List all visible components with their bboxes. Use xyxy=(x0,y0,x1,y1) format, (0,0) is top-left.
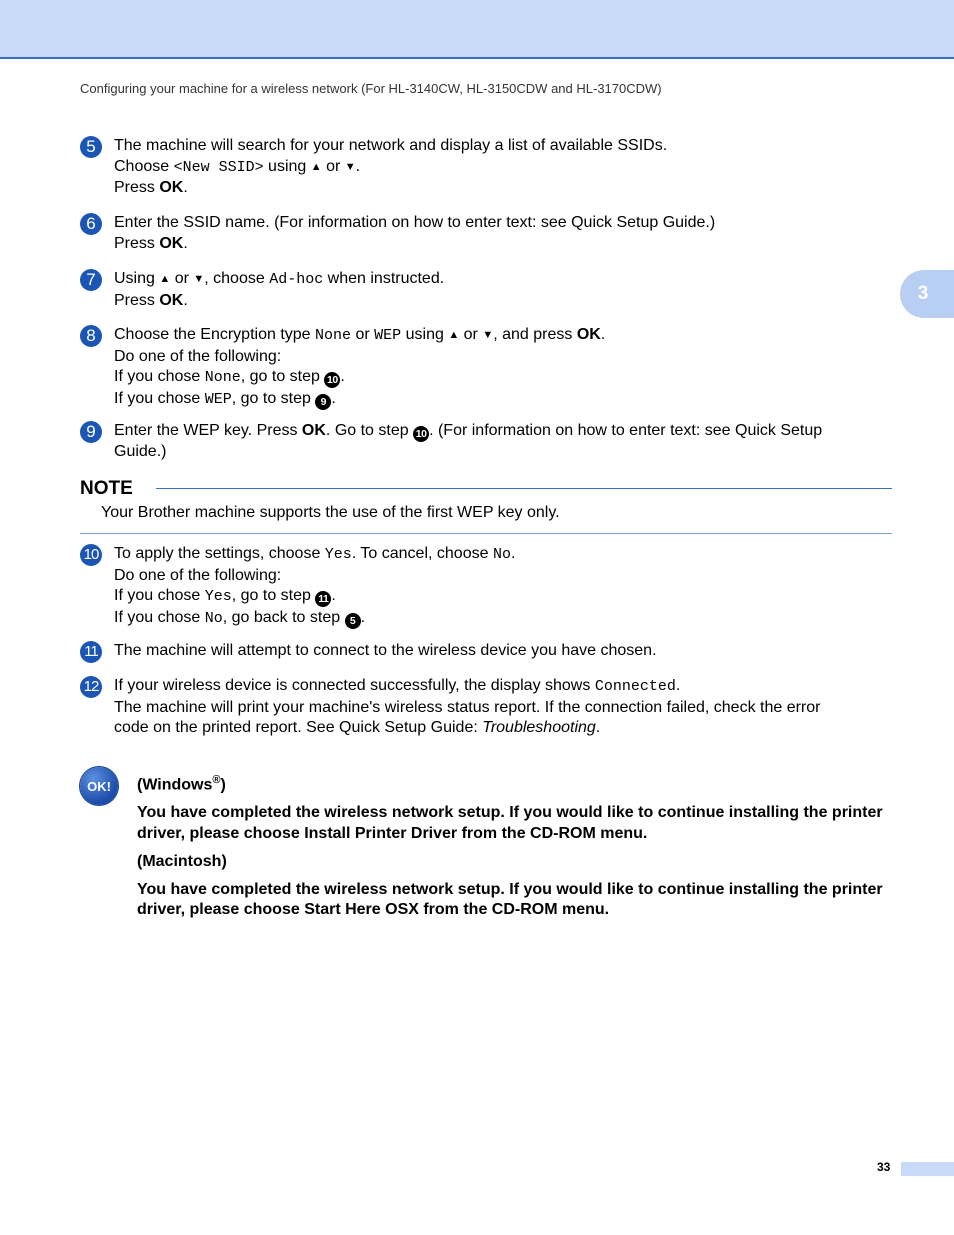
step-10-body xyxy=(114,544,890,629)
step-number-8: 8 xyxy=(80,325,102,347)
text: To apply the settings, choose xyxy=(114,545,325,562)
step-8-line-4 xyxy=(114,389,890,411)
text: . xyxy=(355,157,361,175)
chapter-tab: 3 xyxy=(900,270,954,318)
text: Press xyxy=(114,234,160,252)
step-9-line-2: Guide.) xyxy=(114,443,167,460)
text: . xyxy=(675,677,681,694)
text: . xyxy=(183,291,188,309)
key-ok: OK xyxy=(159,179,184,196)
step-5-line-2 xyxy=(114,157,890,179)
text: If you chose xyxy=(114,608,205,626)
text: Choose xyxy=(114,157,174,175)
step-9-body xyxy=(114,421,890,463)
step-11-body xyxy=(114,641,890,662)
lcd-text-no: No xyxy=(204,609,223,627)
text: , and press xyxy=(493,326,577,343)
step-7-line-2 xyxy=(114,291,890,312)
step-number-9: 9 xyxy=(80,421,102,443)
step-8-line-2: Do one of the following: xyxy=(114,347,282,365)
text: . xyxy=(340,368,345,385)
windows-text: You have completed the wireless network setup. If you would like to continue installing the printer driver, please choose Install Printer Driver from the CD-ROM menu. xyxy=(137,804,883,842)
lcd-text-new-ssid: <New SSID> xyxy=(173,158,264,176)
step-5-body xyxy=(114,136,890,199)
step-number-10: 10 xyxy=(80,544,102,566)
step-number-12: 12 xyxy=(80,676,102,698)
lcd-text-connected: Connected xyxy=(594,678,676,695)
text: , go back to step xyxy=(222,608,345,626)
key-ok: OK xyxy=(301,422,326,439)
key-ok: OK xyxy=(159,291,184,309)
step-7-line-1 xyxy=(114,269,890,291)
step-ref-10: 10 xyxy=(413,426,429,442)
step-6 xyxy=(80,213,890,254)
step-number-7: 7 xyxy=(80,269,102,291)
text: or xyxy=(170,270,194,287)
text: . xyxy=(183,234,188,252)
step-7-body xyxy=(114,269,890,311)
step-12-line-1 xyxy=(114,676,890,698)
macintosh-text: You have completed the wireless network setup. If you would like to continue installing the printer driver, please choose Start Here OSX from the CD-ROM menu. xyxy=(137,880,883,919)
text: If your wireless device is connected successfully, the display shows xyxy=(114,677,595,694)
ok-badge-icon: OK! xyxy=(80,767,118,805)
text: If you chose xyxy=(114,368,205,385)
lcd-text-none: None xyxy=(315,327,352,344)
text: , go to step xyxy=(231,587,316,604)
registered-mark: ® xyxy=(212,774,221,786)
lcd-text-none: None xyxy=(204,369,241,386)
step-8-body xyxy=(114,325,890,410)
text: or xyxy=(321,157,345,175)
step-8-line-3 xyxy=(114,367,890,389)
step-6-body xyxy=(114,213,890,254)
text: . xyxy=(510,545,516,562)
text: . xyxy=(595,719,601,736)
key-ok: OK xyxy=(159,234,184,252)
text: , go to step xyxy=(240,368,325,385)
down-arrow-icon: ▼ xyxy=(344,160,356,173)
step-7 xyxy=(80,269,890,311)
note-rule xyxy=(156,488,892,489)
text: or xyxy=(459,326,483,343)
step-12-line-3 xyxy=(114,718,890,739)
windows-heading xyxy=(137,770,887,796)
lcd-text-ad-hoc: Ad-hoc xyxy=(269,271,324,288)
step-5-line-1: The machine will search for your network and display a list of available SSIDs. xyxy=(114,137,668,154)
text: If you chose xyxy=(114,587,205,604)
step-10-line-3 xyxy=(114,586,890,608)
text: Press xyxy=(114,291,160,309)
step-6-line-1: Enter the SSID name. (For information on how to enter text: see Quick Setup Guide.) xyxy=(114,214,716,231)
step-ref-5: 5 xyxy=(345,613,361,629)
text: Enter the WEP key. Press xyxy=(114,422,302,439)
step-9 xyxy=(80,421,890,463)
text: (Windows xyxy=(137,776,213,794)
note-title: NOTE xyxy=(80,478,133,499)
step-number-6: 6 xyxy=(80,213,102,235)
text: . xyxy=(331,389,336,407)
lcd-text-yes: Yes xyxy=(324,546,352,563)
lcd-text-wep: WEP xyxy=(374,327,402,344)
text: Using xyxy=(114,270,160,287)
footer-bar xyxy=(901,1162,954,1176)
text: . xyxy=(331,587,336,604)
note-box xyxy=(80,477,892,534)
text: using xyxy=(401,326,449,343)
text: . Go to step xyxy=(325,422,414,439)
text: . xyxy=(360,608,366,626)
page-number: 33 xyxy=(877,1160,891,1174)
up-arrow-icon: ▲ xyxy=(448,329,460,341)
step-8-line-1 xyxy=(114,325,890,347)
step-10 xyxy=(80,544,890,629)
text: ) xyxy=(220,776,226,794)
lcd-text-no: No xyxy=(492,546,511,563)
text: , choose xyxy=(204,270,270,287)
text: If you chose xyxy=(114,389,205,407)
step-11 xyxy=(80,641,890,662)
text: code on the printed report. See Quick Setup Guide: xyxy=(114,719,483,736)
troubleshooting-ref: Troubleshooting xyxy=(482,719,596,736)
running-header: Configuring your machine for a wireless network (For HL-3140CW, HL-3150CDW and HL-3170CDW) xyxy=(80,81,662,96)
step-12-line-2: The machine will print your machine's wireless status report. If the connection failed, check the error xyxy=(114,698,821,716)
step-ref-10: 10 xyxy=(324,372,340,388)
text: . (For information on how to enter text: see Quick Setup xyxy=(429,422,823,439)
step-8 xyxy=(80,325,890,410)
text: . xyxy=(183,179,188,196)
text: Press xyxy=(114,179,160,196)
step-10-line-2: Do one of the following: xyxy=(114,566,282,584)
lcd-text-yes: Yes xyxy=(204,588,232,605)
step-10-line-4 xyxy=(114,608,890,630)
text: using xyxy=(263,157,311,175)
up-arrow-icon: ▲ xyxy=(159,273,171,285)
step-5 xyxy=(80,136,890,199)
step-number-11: 11 xyxy=(80,641,102,663)
note-text: Your Brother machine supports the use of the first WEP key only. xyxy=(101,504,560,521)
up-arrow-icon: ▲ xyxy=(310,160,322,173)
text: Choose the Encryption type xyxy=(114,326,316,343)
step-5-line-3 xyxy=(114,178,890,199)
step-ref-9: 9 xyxy=(315,394,331,410)
text: when instructed. xyxy=(323,270,445,287)
text: . To cancel, choose xyxy=(351,545,493,562)
text: . xyxy=(600,326,606,343)
step-number-5: 5 xyxy=(80,136,102,158)
text: , go to step xyxy=(231,389,316,407)
header-band xyxy=(0,0,954,59)
down-arrow-icon: ▼ xyxy=(482,329,494,341)
step-10-line-1 xyxy=(114,544,890,566)
macintosh-heading: (Macintosh) xyxy=(137,852,227,870)
lcd-text-wep: WEP xyxy=(204,390,232,408)
down-arrow-icon: ▼ xyxy=(193,273,205,285)
completion-message xyxy=(137,770,887,928)
step-ref-11: 11 xyxy=(315,591,331,607)
step-6-line-2 xyxy=(114,234,890,255)
key-ok: OK xyxy=(576,326,601,343)
step-12 xyxy=(80,676,890,739)
step-9-line-1 xyxy=(114,421,890,442)
text: or xyxy=(351,326,375,343)
step-11-line-1: The machine will attempt to connect to the wireless device you have chosen. xyxy=(114,642,657,659)
step-12-body xyxy=(114,676,890,739)
